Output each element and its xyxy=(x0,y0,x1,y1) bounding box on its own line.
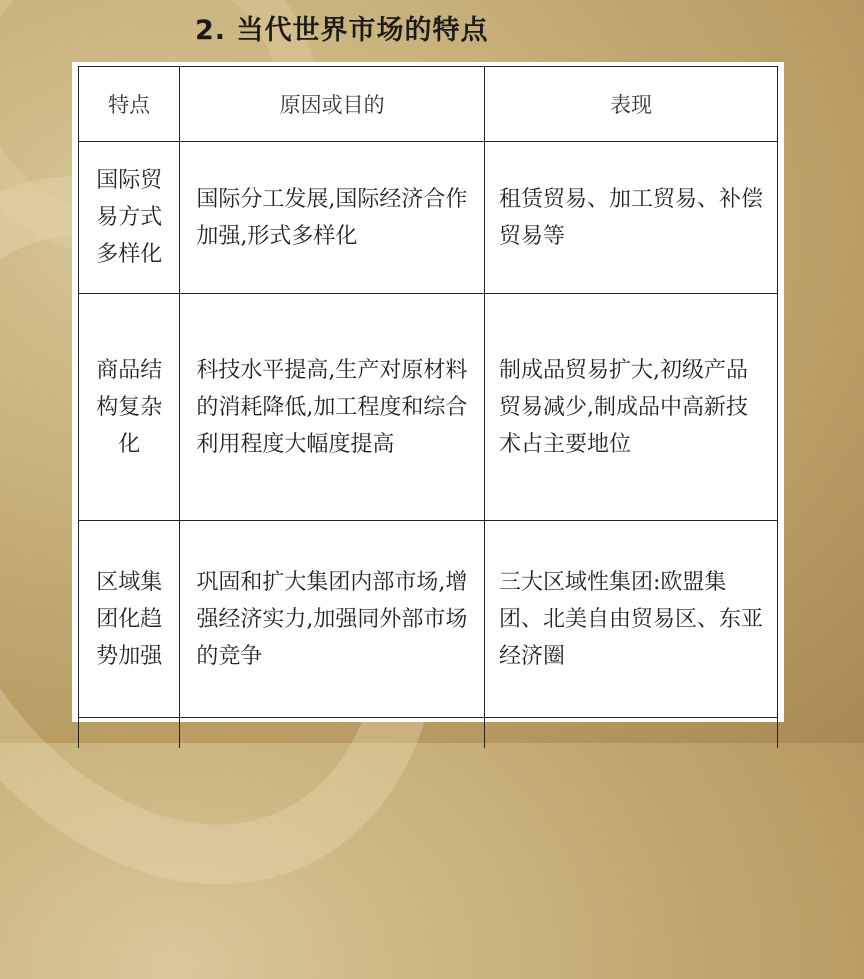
table-row-partial xyxy=(79,718,778,749)
table-header-row xyxy=(79,67,778,142)
reason-cell: 科技水平提高,生产对原材料的消耗降低,加工程度和综合利用程度大幅度提高 xyxy=(180,294,485,521)
feature-cell: 国际贸 易方式 多样化 xyxy=(79,142,180,294)
header-manifest: 表现 xyxy=(484,67,777,142)
manifest-cell: 租赁贸易、加工贸易、补偿贸易等 xyxy=(484,142,777,294)
table-row xyxy=(79,294,778,521)
header-feature: 特点 xyxy=(79,67,180,142)
manifest-cell: 制成品贸易扩大,初级产品贸易减少,制成品中高新技术占主要地位 xyxy=(484,294,777,521)
table-row xyxy=(79,521,778,718)
feature-cell: 商品结 构复杂 化 xyxy=(79,294,180,521)
table-panel xyxy=(72,62,784,722)
features-table xyxy=(78,66,778,748)
feature-cell: 区域集 团化趋 势加强 xyxy=(79,521,180,718)
reason-cell: 国际分工发展,国际经济合作加强,形式多样化 xyxy=(180,142,485,294)
header-reason: 原因或目的 xyxy=(180,67,485,142)
manifest-cell: 三大区域性集团:欧盟集团、北美自由贸易区、东亚经济圈 xyxy=(484,521,777,718)
slide-title: 2. 当代世界市场的特点 xyxy=(195,15,489,46)
reason-cell: 巩固和扩大集团内部市场,增强经济实力,加强同外部市场的竞争 xyxy=(180,521,485,718)
table-row xyxy=(79,142,778,294)
